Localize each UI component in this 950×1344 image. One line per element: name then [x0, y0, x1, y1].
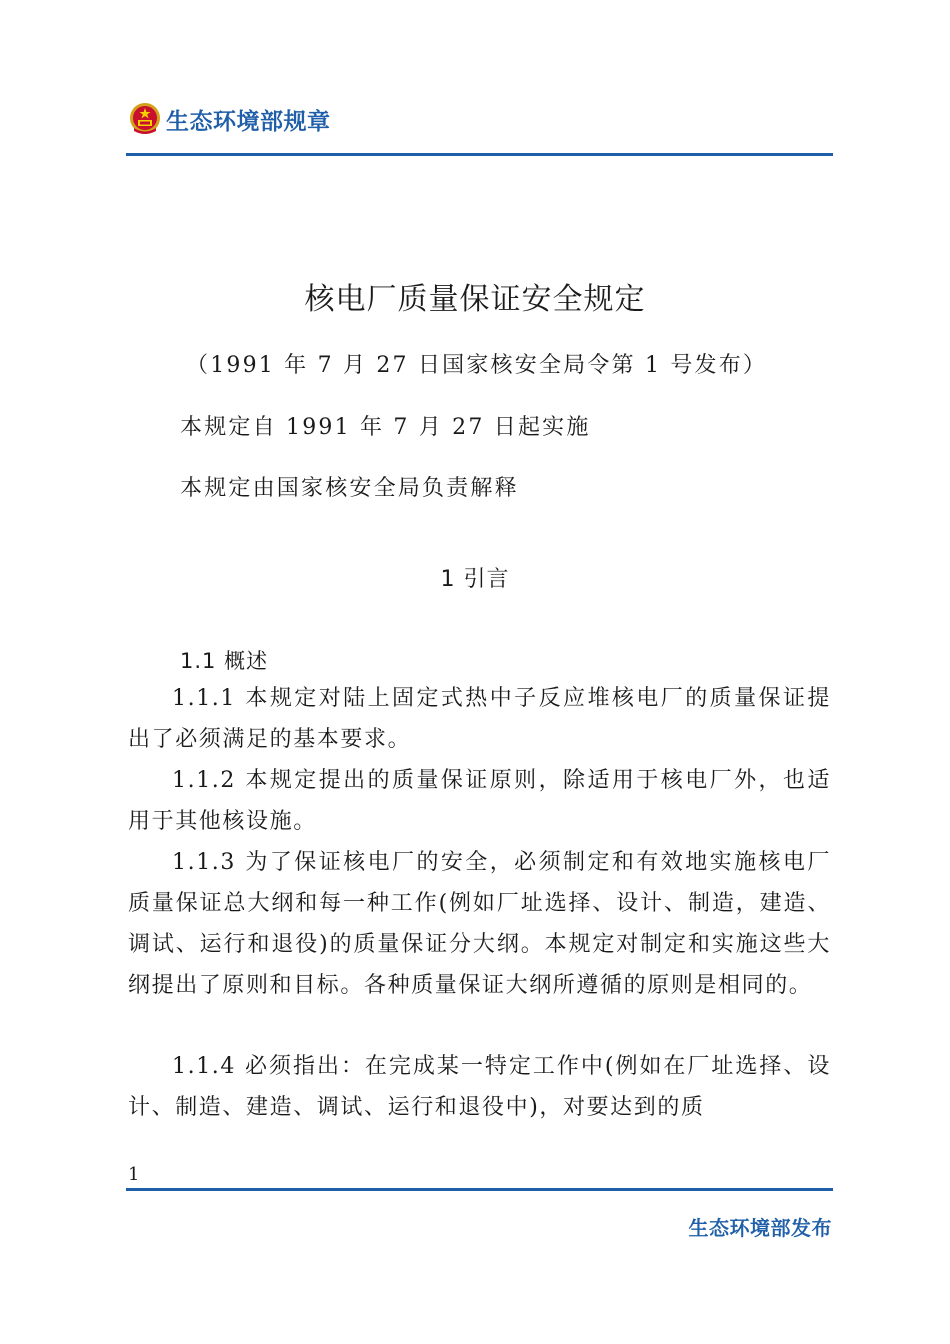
footer-publisher: 生态环境部发布 [688, 1216, 832, 1240]
effective-date: 本规定自 1991 年 7 月 27 日起实施 [180, 415, 591, 440]
national-emblem-icon [128, 102, 162, 136]
paragraph: 1.1.4 必须指出：在完成某一特定工作中(例如在厂址选择、设计、制造、建造、调试、运行和退役中)，对要达到的质 [128, 1054, 831, 1120]
paragraph: 1.1.1 本规定对陆上固定式热中子反应堆核电厂的质量保证提出了必须满足的基本要求。 [128, 686, 831, 752]
page-header [128, 98, 833, 140]
footer-divider [126, 1188, 833, 1191]
interpretation-note: 本规定由国家核安全局负责解释 [180, 476, 519, 501]
header-title: 生态环境部规章 [166, 108, 331, 135]
header-divider [126, 153, 833, 156]
paragraph: 1.1.3 为了保证核电厂的安全，必须制定和有效地实施核电厂质量保证总大纲和每一种工作(例如厂址选择、设计、制造，建造、调试、运行和退役)的质量保证分大纲。本规定对制定和实施这些大纲提出了原则和目标。各种质量保证大纲所遵循的原则是相同的。 [128, 850, 831, 998]
page-number: 1 [128, 1164, 140, 1185]
issue-note: （1991 年 7 月 27 日国家核安全局令第 1 号发布） [186, 353, 768, 378]
subsection-heading: 1.1 概述 [180, 649, 269, 673]
paragraph: 1.1.2 本规定提出的质量保证原则，除适用于核电厂外，也适用于其他核设施。 [128, 768, 831, 834]
section-heading: 1 引言 [440, 567, 510, 592]
document-title: 核电厂质量保证安全规定 [304, 282, 646, 317]
